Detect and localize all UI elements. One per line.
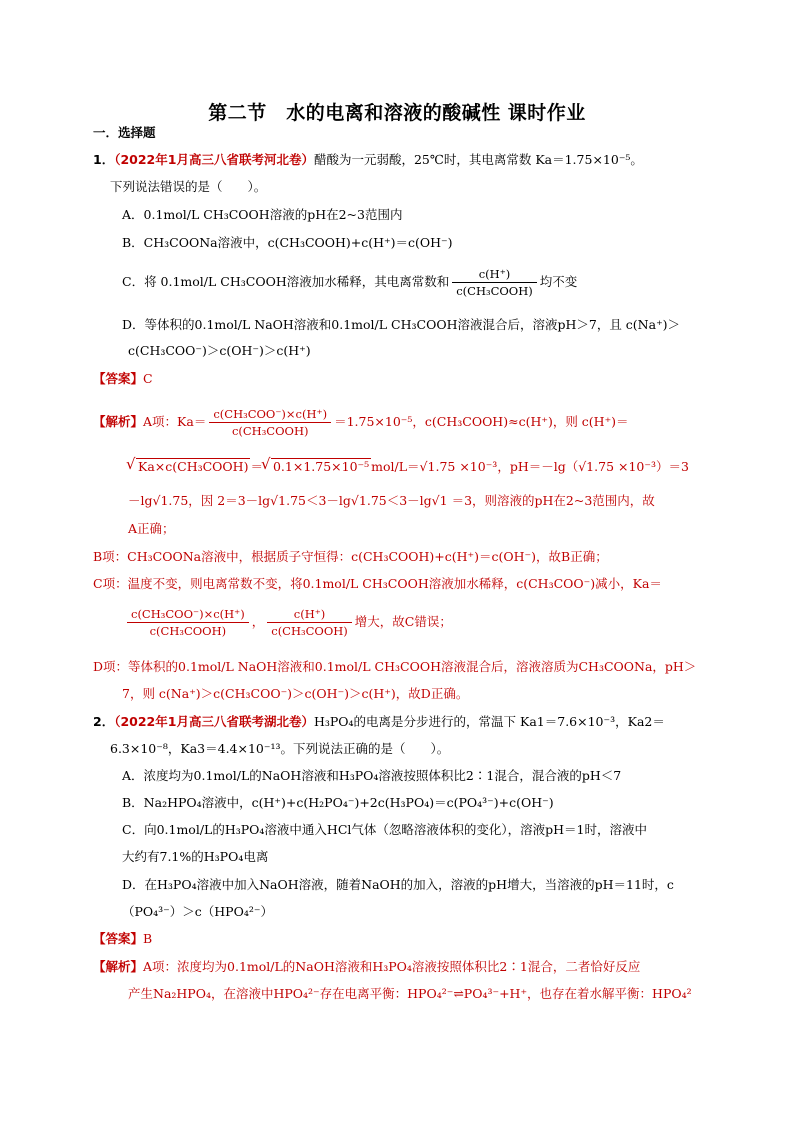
q2-option-d-line2: （PO₄³⁻）＞c（HPO₄²⁻） xyxy=(122,904,273,919)
sqrt-expression: √ 0.1×1.75×10⁻⁵ xyxy=(271,458,371,474)
q1-stem-line2: 下列说法错误的是（ ）。 xyxy=(110,179,267,194)
explanation-text: mol/L＝√1.75 ×10⁻³，pH＝－lg（√1.75 ×10⁻³）＝3 xyxy=(371,459,689,474)
explanation-text: 增大，故C错误； xyxy=(354,614,452,629)
q1-explanation-line4: A正确； xyxy=(128,521,175,536)
explanation-text: ＝1.75×10⁻⁵，c(CH₃COOH)≈c(H⁺)，则 c(H⁺)＝ xyxy=(334,414,629,429)
ratio-fraction xyxy=(267,606,352,639)
fraction-denominator: c(CH₃COOH) xyxy=(456,284,533,298)
fraction-denominator: c(CH₃COOH) xyxy=(271,624,348,638)
q1-answer xyxy=(93,370,153,388)
q2-answer xyxy=(93,930,152,948)
q1-explanation-line6: C项：温度不变，则电离常数不变，将0.1mol/L CH₃COOH溶液加水稀释，c(CH₃COO⁻)减小，Ka＝ xyxy=(93,576,662,591)
fraction-numerator: c(CH₃COO⁻)×c(H⁺) xyxy=(127,606,249,623)
q2-option-a: A．浓度均为0.1mol/L的NaOH溶液和H₃PO₄溶液按照体积比2∶1混合，混合液的pH＜7 xyxy=(122,768,622,783)
sqrt-expression: √ Ka×c(CH₃COOH) xyxy=(136,458,250,474)
q1-explanation-line3: －lg√1.75，因 2＝3－lg√1.75＜3－lg√1.75＜3－lg√1 ＝3，则溶液的pH在2~3范围内，故 xyxy=(128,493,655,508)
q1-explanation-line2 xyxy=(128,458,689,476)
q2-option-c-line1: C．向0.1mol/L的H₃PO₄溶液中通入HCl气体（忽略溶液体积的变化），溶液pH＝1时，溶液中 xyxy=(122,822,647,837)
explanation-text: A项：浓度均为0.1mol/L的NaOH溶液和H₃PO₄溶液按照体积比2∶1混合，二者恰好反应 xyxy=(143,959,641,974)
q2-explanation-line1 xyxy=(93,958,640,976)
section-heading: 一．选择题 xyxy=(93,125,156,140)
q1-option-a: A．0.1mol/L CH₃COOH溶液的pH在2~3范围内 xyxy=(122,207,403,222)
q1-option-b: B．CH₃COONa溶液中，c(CH₃COOH)+c(H⁺)＝c(OH⁻) xyxy=(122,235,453,250)
explanation-text: A项：Ka＝ xyxy=(143,414,207,429)
q1-option-c-fraction xyxy=(452,266,537,299)
fraction-denominator: c(CH₃COOH) xyxy=(149,624,227,638)
explanation-label: 【解析】 xyxy=(93,414,144,429)
q1-explanation-line9: 7，则 c(Na⁺)＞c(CH₃COO⁻)＞c(OH⁻)＞c(H⁺)，故D正确。 xyxy=(122,686,469,701)
q2-option-d-line1: D．在H₃PO₄溶液中加入NaOH溶液，随着NaOH的加入，溶液的pH增大，当溶液的pH＝11时，c xyxy=(122,877,674,892)
q1-option-c-tail: 均不变 xyxy=(539,274,578,289)
q1-stem-text: 醋酸为一元弱酸，25℃时，其电离常数 Ka＝1.75×10⁻⁵。 xyxy=(313,152,643,167)
q2-stem-line1 xyxy=(93,713,665,731)
q1-explanation-line8: D项：等体积的0.1mol/L NaOH溶液和0.1mol/L CH₃COOH溶液混合后，溶液溶质为CH₃COONa，pH＞ xyxy=(93,659,697,674)
q2-explanation-line2: 产生Na₂HPO₄，在溶液中HPO₄²⁻存在电离平衡：HPO₄²⁻⇌PO₄³⁻+H⁺，也存在着水解平衡：HPO₄² xyxy=(128,986,692,1001)
ka-fraction xyxy=(209,406,331,439)
page-title: 第二节 水的电离和溶液的酸碱性 课时作业 xyxy=(208,102,586,124)
answer-label: 【答案】 xyxy=(93,371,144,386)
q1-option-d-line1: D．等体积的0.1mol/L NaOH溶液和0.1mol/L CH₃COOH溶液混合后，溶液pH＞7，且 c(Na⁺)＞ xyxy=(122,317,681,332)
fraction-numerator: c(H⁺) xyxy=(267,606,352,623)
q2-option-c-line2: 大约有7.1%的H₃PO₄电离 xyxy=(122,849,269,864)
q1-number: 1． xyxy=(93,152,115,167)
answer-value: C xyxy=(143,371,153,386)
explanation-text: ＝ xyxy=(250,459,263,474)
q2-number: 2． xyxy=(93,714,115,729)
q2-source: （2022年1月高三八省联考湖北卷） xyxy=(114,714,314,729)
q2-option-b: B．Na₂HPO₄溶液中，c(H⁺)+c(H₂PO₄⁻)+2c(H₃PO₄)＝c(PO₄³⁻)+c(OH⁻) xyxy=(122,795,554,810)
explanation-label: 【解析】 xyxy=(93,959,144,974)
q1-explanation-line7 xyxy=(124,606,452,639)
q2-stem-text: H₃PO₄的电离是分步进行的，常温下 Ka1＝7.6×10⁻³，Ka2＝ xyxy=(313,714,665,729)
answer-value: B xyxy=(143,931,153,946)
q1-explanation-line1 xyxy=(93,406,629,439)
q1-option-c xyxy=(122,266,577,299)
fraction-numerator: c(H⁺) xyxy=(452,266,537,283)
q1-source: （2022年1月高三八省联考河北卷） xyxy=(114,152,314,167)
q1-option-d-line2: c(CH₃COO⁻)＞c(OH⁻)＞c(H⁺) xyxy=(128,343,311,358)
q1-explanation-line5: B项：CH₃COONa溶液中，根据质子守恒得：c(CH₃COOH)+c(H⁺)＝c(OH⁻)，故B正确； xyxy=(93,549,608,564)
q2-stem-line2: 6.3×10⁻⁸，Ka3＝4.4×10⁻¹³。下列说法正确的是（ ）。 xyxy=(110,741,450,756)
fraction-numerator: c(CH₃COO⁻)×c(H⁺) xyxy=(209,406,331,423)
explanation-text: ， xyxy=(251,614,265,629)
q1-option-c-text: C．将 0.1mol/L CH₃COOH溶液加水稀释，其电离常数和 xyxy=(122,274,450,289)
q1-stem-line1 xyxy=(93,151,643,169)
ka-fraction xyxy=(127,606,249,639)
fraction-denominator: c(CH₃COOH) xyxy=(231,424,309,438)
answer-label: 【答案】 xyxy=(93,931,144,946)
